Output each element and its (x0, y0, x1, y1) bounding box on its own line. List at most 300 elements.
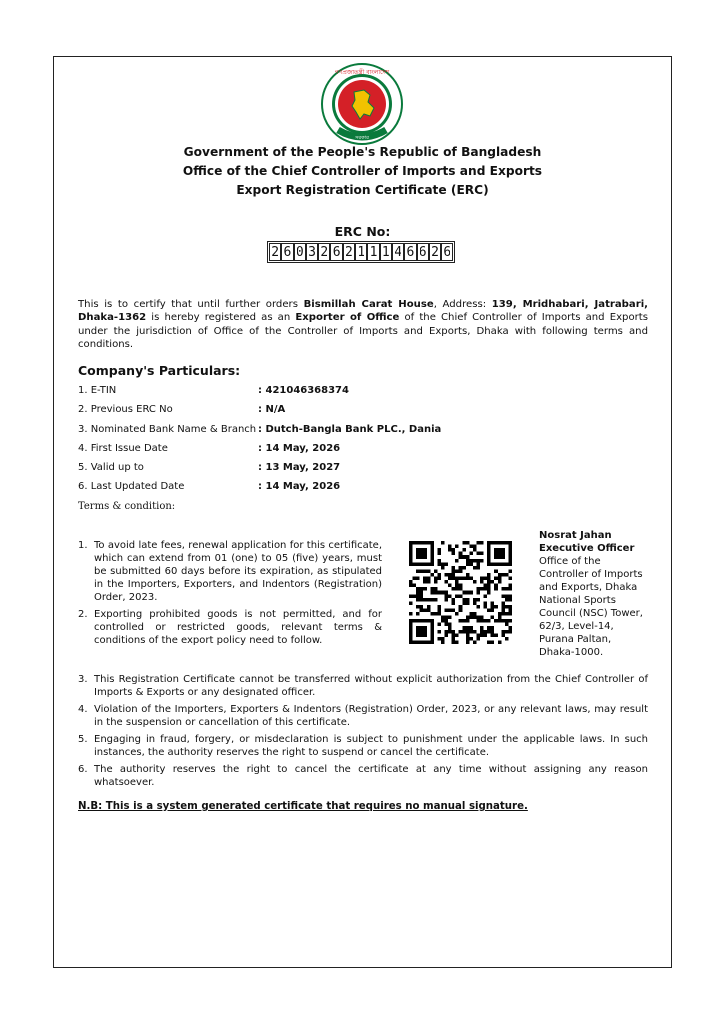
qr-module (466, 630, 470, 634)
qr-module (508, 619, 512, 623)
qr-module (466, 626, 470, 630)
qr-module (508, 569, 512, 573)
qr-module (459, 594, 463, 598)
erc-digit: 1 (380, 243, 392, 261)
qr-module (476, 566, 480, 570)
qr-module (491, 601, 495, 605)
erc-digit: 6 (417, 243, 429, 261)
qr-module (508, 608, 512, 612)
qr-module (480, 580, 484, 584)
terms-list-bottom (78, 673, 648, 793)
qr-module (409, 612, 413, 616)
qr-module (484, 619, 488, 623)
term-number: 5. (78, 734, 88, 745)
qr-module (484, 633, 488, 637)
qr-module (452, 587, 456, 591)
qr-module (441, 591, 445, 595)
particular-label: 2. Previous ERC No (78, 404, 173, 416)
term-item (78, 673, 648, 699)
qr-module (469, 562, 473, 566)
term-item (78, 733, 648, 759)
qr-module (441, 566, 445, 570)
qr-module (466, 562, 470, 566)
particular-value: : N/A (258, 404, 286, 416)
qr-module (487, 626, 491, 630)
qr-module (448, 630, 452, 634)
qr-module (413, 577, 417, 581)
qr-module (455, 612, 459, 616)
qr-module (448, 626, 452, 630)
qr-module (455, 559, 459, 563)
erc-label: ERC No: (334, 224, 391, 239)
qr-module (462, 598, 466, 602)
qr-module (427, 608, 431, 612)
term-item (78, 608, 382, 647)
qr-module (466, 541, 470, 545)
qr-module (469, 545, 473, 549)
qr-module (476, 562, 480, 566)
term-number: 6. (78, 764, 88, 775)
qr-module (430, 612, 434, 616)
erc-digit: 0 (294, 243, 306, 261)
qr-module (445, 580, 449, 584)
qr-module (480, 541, 484, 545)
qr-module (466, 616, 470, 620)
qr-module (508, 598, 512, 602)
qr-module (484, 601, 488, 605)
qr-module (476, 598, 480, 602)
qr-module (487, 573, 491, 577)
qr-module (452, 566, 456, 570)
qr-module (473, 548, 477, 552)
qr-module (455, 640, 459, 644)
particular-label: 1. E-TIN (78, 385, 117, 396)
qr-module (501, 605, 505, 609)
qr-module (476, 591, 480, 595)
erc-digit: 6 (441, 243, 453, 261)
qr-module (487, 584, 491, 588)
qr-module (437, 605, 441, 609)
term-text: The authority reserves the right to cancel the certificate at any time without assigning any reason whatsoever. (94, 764, 648, 788)
qr-module (484, 584, 488, 588)
particular-value: : 14 May, 2026 (258, 481, 341, 493)
intro-paragraph (78, 298, 648, 352)
qr-module (476, 605, 480, 609)
qr-module (416, 587, 420, 591)
qr-module (427, 605, 431, 609)
qr-module (508, 626, 512, 630)
qr-module (423, 608, 427, 612)
officer-block (539, 529, 649, 659)
particular-value: : Dutch-Bangla Bank PLC., Dania (258, 423, 442, 435)
government-seal-icon (320, 62, 404, 146)
qr-module (413, 594, 417, 598)
qr-module (462, 626, 466, 630)
qr-module (445, 630, 449, 634)
term-item (78, 763, 648, 789)
qr-module (452, 633, 456, 637)
qr-module (498, 577, 502, 581)
officer-title: Executive Officer (539, 543, 635, 554)
qr-module (469, 612, 473, 616)
qr-module (487, 577, 491, 581)
qr-module (455, 594, 459, 598)
qr-module (501, 608, 505, 612)
qr-module (498, 616, 502, 620)
qr-module (437, 608, 441, 612)
qr-module (448, 577, 452, 581)
qr-module (441, 619, 445, 623)
qr-module (476, 633, 480, 637)
qr-module (448, 616, 452, 620)
qr-module (480, 559, 484, 563)
particular-label: 3. Nominated Bank Name & Branch (78, 423, 257, 435)
intro-text: of the Chief Controller of Imports and Exports under the jurisdiction of Office of the Controller of Imports and Exports, Dhaka with following terms and conditions. (78, 312, 648, 351)
term-text: To avoid late fees, renewal application for this certificate, which can extend from 01 (one) to 05 (five) years, must be submitted 60 days before its expiration, as stipulated in the Importers, Exporters, and Indentors (Registration) Order, 2023. (94, 540, 382, 603)
qr-module (459, 552, 463, 556)
qr-module (409, 584, 413, 588)
qr-module (448, 573, 452, 577)
qr-module (416, 548, 427, 559)
qr-module (494, 569, 498, 573)
particular-row (78, 404, 638, 423)
particular-row (78, 385, 638, 404)
qr-module (505, 587, 509, 591)
qr-module (491, 640, 495, 644)
qr-module (437, 552, 441, 556)
qr-module (416, 598, 420, 602)
qr-module (445, 619, 449, 623)
qr-module (462, 577, 466, 581)
qr-module (494, 633, 498, 637)
term-item (78, 703, 648, 729)
term-text: This Registration Certificate cannot be transferred without explicit authorization from the Chief Controller of Imports & Exports or any designated officer. (94, 674, 648, 698)
particular-row (78, 462, 638, 481)
qr-module (487, 630, 491, 634)
qr-module (484, 630, 488, 634)
qr-module (434, 577, 438, 581)
qr-module (416, 591, 420, 595)
qr-module (501, 573, 505, 577)
qr-module (484, 577, 488, 581)
erc-digit: 2 (269, 243, 281, 261)
qr-module (448, 584, 452, 588)
qr-module (437, 577, 441, 581)
qr-module (469, 630, 473, 634)
qr-module (466, 577, 470, 581)
particular-value: : 421046368374 (258, 385, 349, 396)
qr-module (459, 608, 463, 612)
qr-module (420, 608, 424, 612)
qr-module (452, 548, 456, 552)
qr-module (466, 633, 470, 637)
qr-module (505, 594, 509, 598)
erc-number (267, 241, 455, 263)
particular-label: 5. Valid up to (78, 462, 144, 474)
qr-module (445, 594, 449, 598)
qr-module (462, 591, 466, 595)
qr-module (455, 545, 459, 549)
qr-module (491, 633, 495, 637)
qr-module (437, 623, 441, 627)
qr-module (416, 626, 427, 637)
qr-module (437, 573, 441, 577)
qr-module (469, 637, 473, 641)
qr-module (445, 591, 449, 595)
qr-module (487, 591, 491, 595)
erc-digit: 2 (343, 243, 355, 261)
qr-module (462, 619, 466, 623)
qr-module (494, 577, 498, 581)
qr-module (445, 633, 449, 637)
qr-module (420, 594, 424, 598)
qr-module (491, 616, 495, 620)
term-item (78, 539, 382, 604)
qr-module (476, 587, 480, 591)
particular-row (78, 443, 638, 462)
qr-module (430, 591, 434, 595)
qr-module (487, 619, 491, 623)
qr-module (452, 577, 456, 581)
qr-module (484, 587, 488, 591)
qr-module (466, 559, 470, 563)
qr-module (409, 580, 413, 584)
erc-digit: 6 (330, 243, 342, 261)
qr-module (508, 577, 512, 581)
intro-text: is hereby registered as an (146, 312, 296, 324)
intro-text: , Address: (433, 299, 492, 310)
qr-module (427, 569, 431, 573)
qr-module (448, 548, 452, 552)
qr-module (484, 594, 488, 598)
qr-module (498, 612, 502, 616)
qr-module (501, 587, 505, 591)
qr-module (473, 580, 477, 584)
qr-module (487, 587, 491, 591)
qr-module (466, 601, 470, 605)
qr-module (480, 630, 484, 634)
qr-module (501, 630, 505, 634)
system-note: N.B: This is a system generated certificate that requires no manual signature. (78, 801, 528, 812)
qr-module (480, 577, 484, 581)
qr-code (409, 541, 512, 644)
qr-module (473, 601, 477, 605)
qr-module (508, 587, 512, 591)
qr-module (473, 640, 477, 644)
term-number: 1. (78, 540, 88, 551)
qr-module (498, 580, 502, 584)
qr-module (423, 569, 427, 573)
qr-module (473, 616, 477, 620)
registration-type: Exporter of Office (295, 312, 400, 324)
qr-module (487, 640, 491, 644)
qr-module (476, 619, 480, 623)
qr-module (469, 577, 473, 581)
qr-module (473, 566, 477, 570)
qr-module (434, 587, 438, 591)
qr-module (448, 594, 452, 598)
qr-module (476, 541, 480, 545)
qr-module (491, 630, 495, 634)
qr-module (445, 573, 449, 577)
qr-module (494, 548, 505, 559)
qr-module (427, 580, 431, 584)
qr-module (409, 601, 413, 605)
particular-value: : 14 May, 2026 (258, 442, 341, 454)
qr-module (423, 577, 427, 581)
qr-module (480, 616, 484, 620)
particulars-list (78, 385, 638, 501)
header-government: Government of the People's Republic of Bangladesh (183, 145, 542, 159)
term-text: Engaging in fraud, forgery, or misdeclaration is subject to punishment under the applicable laws. In such instances, the authority reserves the right to suspend or cancel the certificate. (94, 734, 648, 758)
qr-module (416, 612, 420, 616)
qr-module (459, 555, 463, 559)
qr-module (473, 598, 477, 602)
particular-label: 6. Last Updated Date (78, 481, 185, 493)
qr-module (469, 552, 473, 556)
qr-module (448, 623, 452, 627)
company-address: 139, Mridhabari, Jatrabari, Dhaka-1362 (78, 299, 648, 324)
qr-module (505, 573, 509, 577)
qr-module (459, 569, 463, 573)
qr-module (466, 640, 470, 644)
qr-module (484, 605, 488, 609)
qr-module (487, 608, 491, 612)
qr-module (473, 545, 477, 549)
erc-digit: 6 (404, 243, 416, 261)
qr-module (441, 562, 445, 566)
qr-module (462, 548, 466, 552)
qr-module (498, 619, 502, 623)
qr-module (501, 594, 505, 598)
qr-module (505, 619, 509, 623)
qr-module (459, 566, 463, 570)
qr-module (434, 612, 438, 616)
qr-module (466, 619, 470, 623)
qr-module (459, 584, 463, 588)
qr-module (473, 612, 477, 616)
qr-module (437, 562, 441, 566)
term-text: Exporting prohibited goods is not permitted, and for controlled or restricted goods, relevant terms & conditions of the export policy need to follow. (94, 609, 382, 646)
particular-row (78, 424, 638, 443)
qr-module (508, 630, 512, 634)
qr-module (420, 605, 424, 609)
qr-module (473, 559, 477, 563)
erc-digit: 3 (306, 243, 318, 261)
qr-module (423, 580, 427, 584)
qr-module (466, 591, 470, 595)
qr-module (455, 569, 459, 573)
qr-module (416, 594, 420, 598)
qr-module (508, 605, 512, 609)
terms-title: Terms & condition: (78, 501, 176, 512)
qr-module (437, 630, 441, 634)
qr-module (445, 598, 449, 602)
qr-module (501, 633, 505, 637)
qr-module (508, 584, 512, 588)
qr-module (434, 580, 438, 584)
qr-module (505, 598, 509, 602)
qr-module (480, 619, 484, 623)
erc-digit: 1 (355, 243, 367, 261)
qr-module (494, 584, 498, 588)
qr-module (455, 584, 459, 588)
qr-module (498, 640, 502, 644)
qr-module (491, 605, 495, 609)
qr-module (452, 598, 456, 602)
qr-module (459, 619, 463, 623)
qr-module (459, 577, 463, 581)
qr-module (462, 541, 466, 545)
qr-module (452, 640, 456, 644)
qr-module (505, 623, 509, 627)
qr-module (445, 562, 449, 566)
qr-module (459, 605, 463, 609)
qr-module (441, 541, 445, 545)
qr-module (434, 569, 438, 573)
qr-module (476, 616, 480, 620)
erc-digit: 2 (429, 243, 441, 261)
qr-module (452, 637, 456, 641)
qr-module (445, 608, 449, 612)
qr-module (480, 552, 484, 556)
qr-module (459, 587, 463, 591)
qr-module (437, 591, 441, 595)
qr-module (434, 598, 438, 602)
qr-module (416, 569, 420, 573)
header-certificate-title: Export Registration Certificate (ERC) (236, 183, 489, 197)
qr-module (452, 601, 456, 605)
qr-module (480, 633, 484, 637)
particular-value: : 13 May, 2027 (258, 462, 341, 474)
qr-module (476, 559, 480, 563)
term-number: 2. (78, 609, 88, 620)
qr-module (452, 573, 456, 577)
terms-list-top (78, 539, 382, 651)
qr-module (498, 573, 502, 577)
erc-digit: 6 (281, 243, 293, 261)
qr-module (466, 573, 470, 577)
qr-module (501, 601, 505, 605)
qr-module (437, 548, 441, 552)
qr-module (505, 630, 509, 634)
qr-module (476, 637, 480, 641)
qr-module (469, 616, 473, 620)
qr-module (441, 637, 445, 641)
qr-module (466, 637, 470, 641)
qr-module (441, 616, 445, 620)
qr-module (501, 619, 505, 623)
qr-module (455, 633, 459, 637)
term-number: 3. (78, 674, 88, 685)
qr-module (452, 552, 456, 556)
officer-office: Office of the Controller of Imports and Exports, Dhaka National Sports Council (NSC) Tower, 62/3, Level-14, Purana Paltan, Dhaka-1000. (539, 556, 643, 658)
qr-module (452, 608, 456, 612)
qr-module (469, 626, 473, 630)
particulars-title: Company's Particulars: (78, 363, 241, 378)
qr-module (455, 587, 459, 591)
qr-module (420, 598, 424, 602)
qr-module (423, 598, 427, 602)
qr-module (459, 630, 463, 634)
qr-module (430, 598, 434, 602)
qr-module (420, 587, 424, 591)
qr-module (480, 587, 484, 591)
qr-module (469, 559, 473, 563)
erc-digit: 2 (318, 243, 330, 261)
term-text: Violation of the Importers, Exporters & Indentors (Registration) Order, 2023, or any relevant laws, may result in the suspension or cancellation of this certificate. (94, 704, 648, 728)
qr-module (441, 640, 445, 644)
